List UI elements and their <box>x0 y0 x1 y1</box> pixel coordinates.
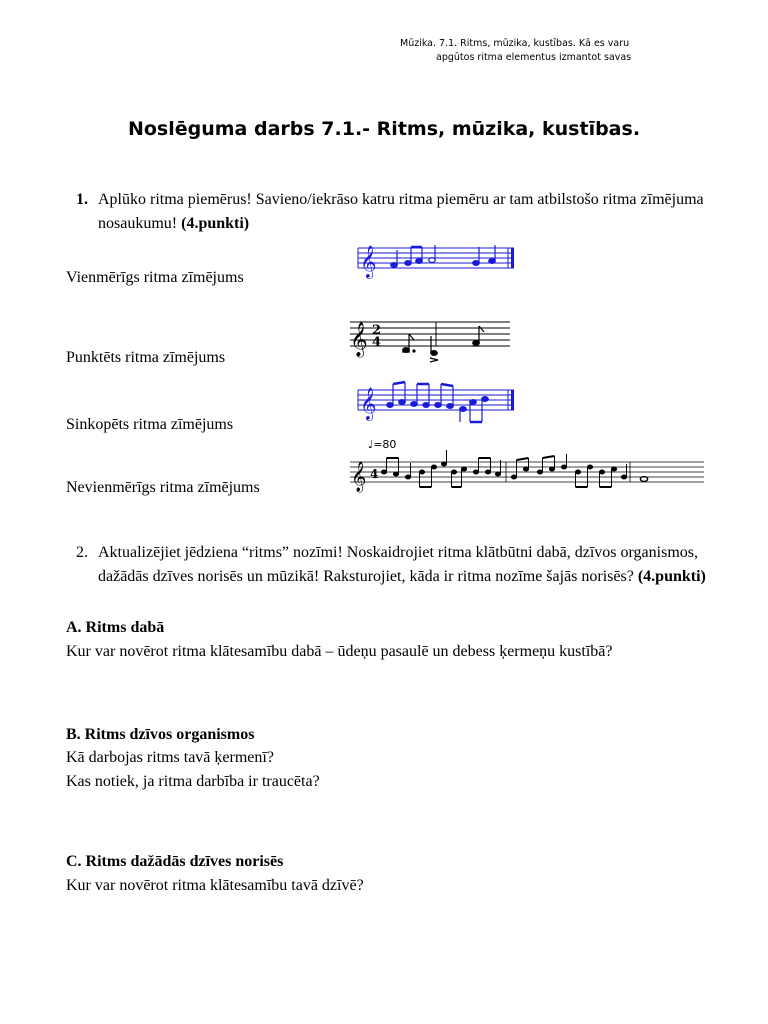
time-signature-four: 4 <box>370 467 379 481</box>
treble-clef-icon: 𝄞 <box>360 245 377 278</box>
music-staff-even <box>356 240 518 276</box>
music-staff-syncopated <box>356 378 518 426</box>
time-signature-bottom: 4 <box>372 335 382 350</box>
header-line-2: apgūtos ritma elementus izmantot savas <box>436 52 632 63</box>
section-a-heading: A. Ritms dabā <box>66 619 165 636</box>
question-1 <box>76 188 726 236</box>
time-signature-top: 2 <box>372 323 382 338</box>
header-line-1: Mūzika. 7.1. Ritms, mūzika, kustības. Kā es varu <box>400 38 630 49</box>
question-1-number: 1. <box>76 191 88 208</box>
rhythm-label-syncopated: Sinkopēts ritma zīmējums <box>66 416 234 433</box>
treble-clef-icon: 𝄞 <box>360 387 377 420</box>
question-1-points: (4.punkti) <box>181 215 250 232</box>
question-2 <box>76 541 716 589</box>
question-2-number: 2. <box>76 544 88 561</box>
treble-clef-icon: 𝄞 <box>350 322 368 357</box>
section-c-line-1: Kur var novērot ritma klātesamību tavā dzīvē? <box>66 877 364 894</box>
music-staff-dotted <box>348 314 513 364</box>
page-title: Noslēguma darbs 7.1.- Ritms, mūzika, kustības. <box>127 118 641 140</box>
section-b-line-2: Kas notiek, ja ritma darbība ir traucēta? <box>66 773 320 790</box>
tempo-mark: ♩=80 <box>368 438 397 451</box>
section-c-heading: C. Ritms dažādās dzīves norisēs <box>66 853 284 870</box>
rhythm-label-even: Vienmērīgs ritma zīmējums <box>66 269 244 286</box>
rhythm-label-uneven: Nevienmērīgs ritma zīmējums <box>66 479 260 496</box>
question-2-text: Aktualizējiet jēdziena “ritms” nozīmi! Noskaidrojiet ritma klātbūtni dabā, dzīvos organismos, dažādās dzīves norisēs un mūzikā! Raksturojiet, kāda ir ritma nozīme šajās norisēs? <box>98 544 698 585</box>
question-2-points: (4.punkti) <box>637 568 706 585</box>
section-b-heading: B. Ritms dzīvos organismos <box>66 726 255 743</box>
treble-clef-icon: 𝄞 <box>351 462 367 492</box>
question-1-text: Aplūko ritma piemērus! Savieno/iekrāso katru ritma piemēru ar tam atbilstošo ritma zīmējuma nosaukumu! <box>98 191 704 232</box>
page-header <box>400 37 700 65</box>
section-b-line-1: Kā darbojas ritms tavā ķermenī? <box>66 749 274 766</box>
rhythm-label-dotted: Punktēts ritma zīmējums <box>66 349 226 366</box>
section-a-line-1: Kur var novērot ritma klātesamību dabā – ūdeņu pasaulē un debess ķermeņu kustībā? <box>66 643 613 660</box>
music-staff-uneven <box>348 436 708 496</box>
